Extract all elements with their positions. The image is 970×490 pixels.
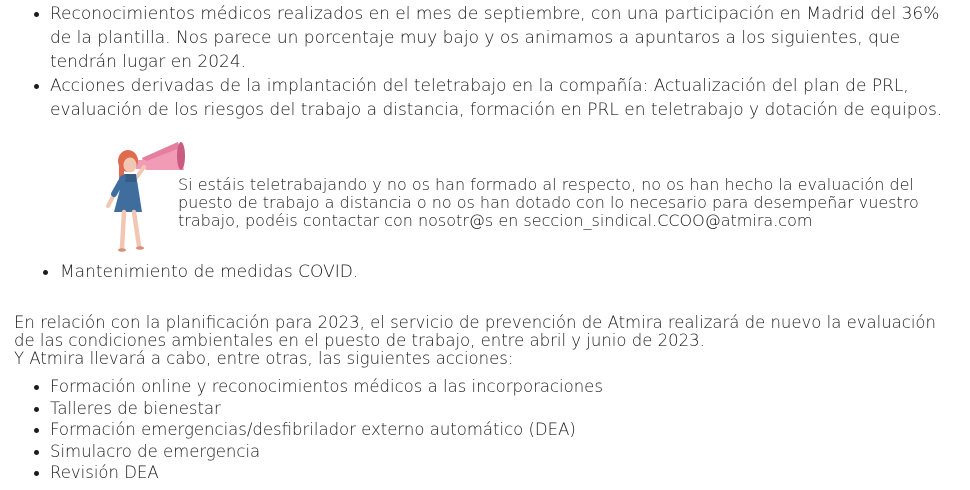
planning-paragraph: En relación con la planificación para 2023, el servicio de prevención de Atmira realizará de nuevo la evaluación de las condiciones ambientales en el puesto de trabajo, entre abril y junio de 2023. xyxy=(14,313,936,350)
callout-text: Si estáis teletrabajando y no os han formado al respecto, no os han hecho la evaluación del puesto de trabajo a distancia o no os han dotado con lo necesario para desempeñar vuestro trabajo, podéis contactar con nosotr@s en seccion_sindical.CCOO@atmira.com xyxy=(178,175,919,230)
summary-bullet-list xyxy=(50,2,965,122)
list-item: Reconocimientos médicos realizados en el mes de septiembre, con una participación en Madrid del 36% de la plantilla. Nos parece un porcentaje muy bajo y os animamos a apuntaros a los siguientes, que tendrán lugar en 2024. xyxy=(50,2,965,74)
planning-section xyxy=(14,314,954,368)
telework-callout xyxy=(90,140,950,252)
list-item: Revisión DEA xyxy=(50,462,603,484)
woman-with-megaphone-icon xyxy=(92,140,192,252)
covid-bullet-list xyxy=(60,260,358,284)
list-item: Simulacro de emergencia xyxy=(50,441,603,463)
list-item: Talleres de bienestar xyxy=(50,398,603,420)
list-item: Mantenimiento de medidas COVID. xyxy=(60,262,359,282)
planned-actions-list xyxy=(50,376,603,484)
actions-intro: Y Atmira llevará a cabo, entre otras, las siguientes acciones: xyxy=(14,349,514,368)
list-item: Acciones derivadas de la implantación del teletrabajo en la compañía: Actualización del plan de PRL, evaluación de los riesgos del trabajo a distancia, formación en PRL en teletrabajo y dotación de equipos. xyxy=(50,74,965,122)
list-item: Formación online y reconocimientos médicos a las incorporaciones xyxy=(50,377,603,396)
list-item: Formación emergencias/desfibrilador externo automático (DEA) xyxy=(50,419,603,441)
